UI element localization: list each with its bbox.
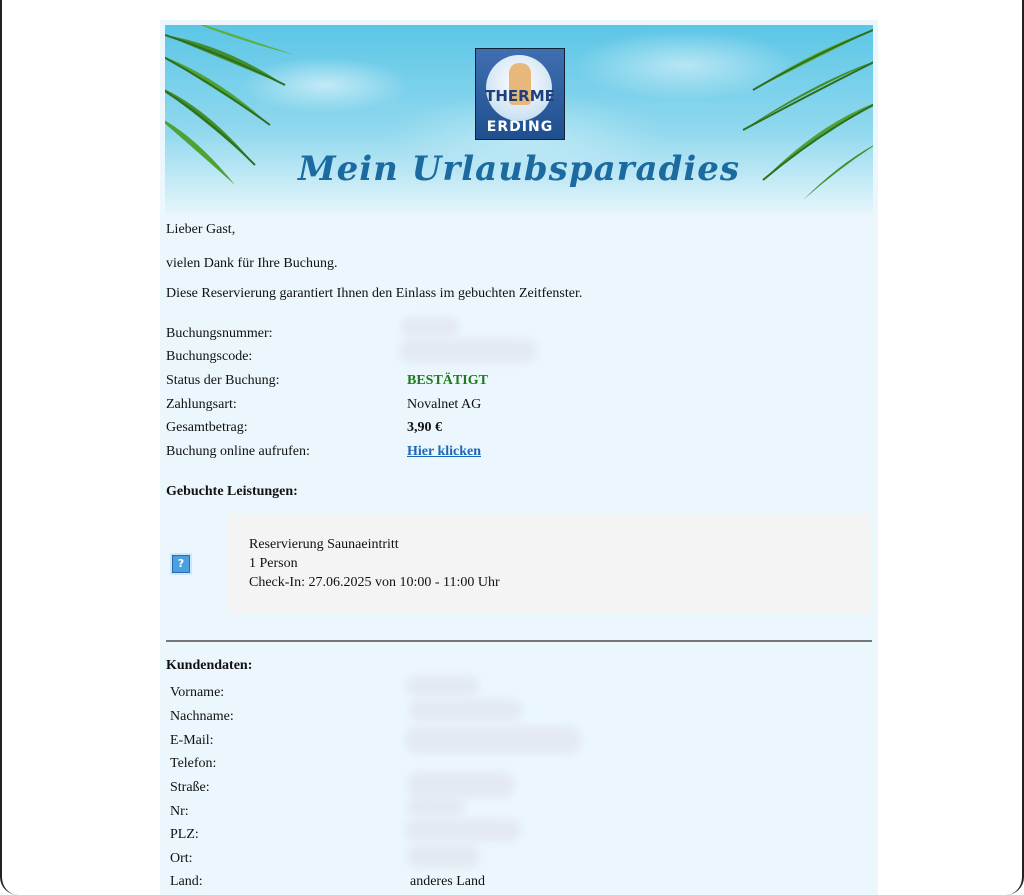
header-banner (165, 25, 873, 215)
first-name-label: Vorname: (170, 685, 225, 700)
email-body (160, 20, 878, 895)
phone-label: Telefon: (170, 756, 217, 771)
redacted-house-number (406, 796, 466, 818)
redacted-first-name (405, 675, 480, 697)
house-number-label: Nr: (170, 804, 189, 819)
redacted-booking-code (398, 338, 538, 364)
redacted-last-name (408, 698, 523, 722)
service-image-placeholder-icon: ? (172, 555, 190, 573)
redacted-street (406, 771, 516, 799)
service-checkin: Check-In: 27.06.2025 von 10:00 - 11:00 Uhr (249, 575, 500, 590)
therme-erding-logo (475, 48, 565, 140)
street-label: Straße: (170, 780, 210, 795)
zip-label: PLZ: (170, 827, 199, 842)
status-label: Status der Buchung: (166, 373, 280, 388)
logo-text-erding: ERDING (486, 119, 554, 135)
redacted-zip (404, 818, 522, 842)
total-label: Gesamtbetrag: (166, 420, 248, 435)
redacted-city (406, 843, 481, 869)
service-name: Reservierung Saunaeintritt (249, 537, 399, 552)
logo-text-therme: THERME (485, 87, 555, 105)
redacted-email (404, 725, 582, 755)
last-name-label: Nachname: (170, 709, 234, 724)
total-value: 3,90 € (407, 420, 442, 435)
booking-code-label: Buchungscode: (166, 349, 253, 364)
banner-title: Mein Urlaubsparadies (297, 149, 741, 189)
booking-number-label: Buchungsnummer: (166, 326, 273, 341)
country-value: anderes Land (410, 874, 486, 889)
city-label: Ort: (170, 851, 193, 866)
service-persons: 1 Person (249, 556, 298, 571)
section-divider (166, 640, 872, 642)
payment-value: Novalnet AG (407, 397, 482, 412)
view-booking-link[interactable]: Hier klicken (407, 444, 482, 459)
status-badge: BESTÄTIGT (407, 373, 488, 388)
services-heading: Gebuchte Leistungen: (166, 484, 298, 499)
intro-text: Diese Reservierung garantiert Ihnen den Einlass im gebuchten Zeitfenster. (166, 286, 583, 301)
email-label: E-Mail: (170, 733, 214, 748)
customer-heading: Kundendaten: (166, 658, 253, 673)
greeting: Lieber Gast, (166, 222, 236, 237)
service-item (227, 513, 871, 613)
online-label: Buchung online aufrufen: (166, 444, 310, 459)
country-label: Land: (170, 874, 203, 889)
payment-label: Zahlungsart: (166, 397, 237, 412)
thanks-text: vielen Dank für Ihre Buchung. (166, 256, 338, 271)
redacted-booking-number (400, 316, 460, 338)
